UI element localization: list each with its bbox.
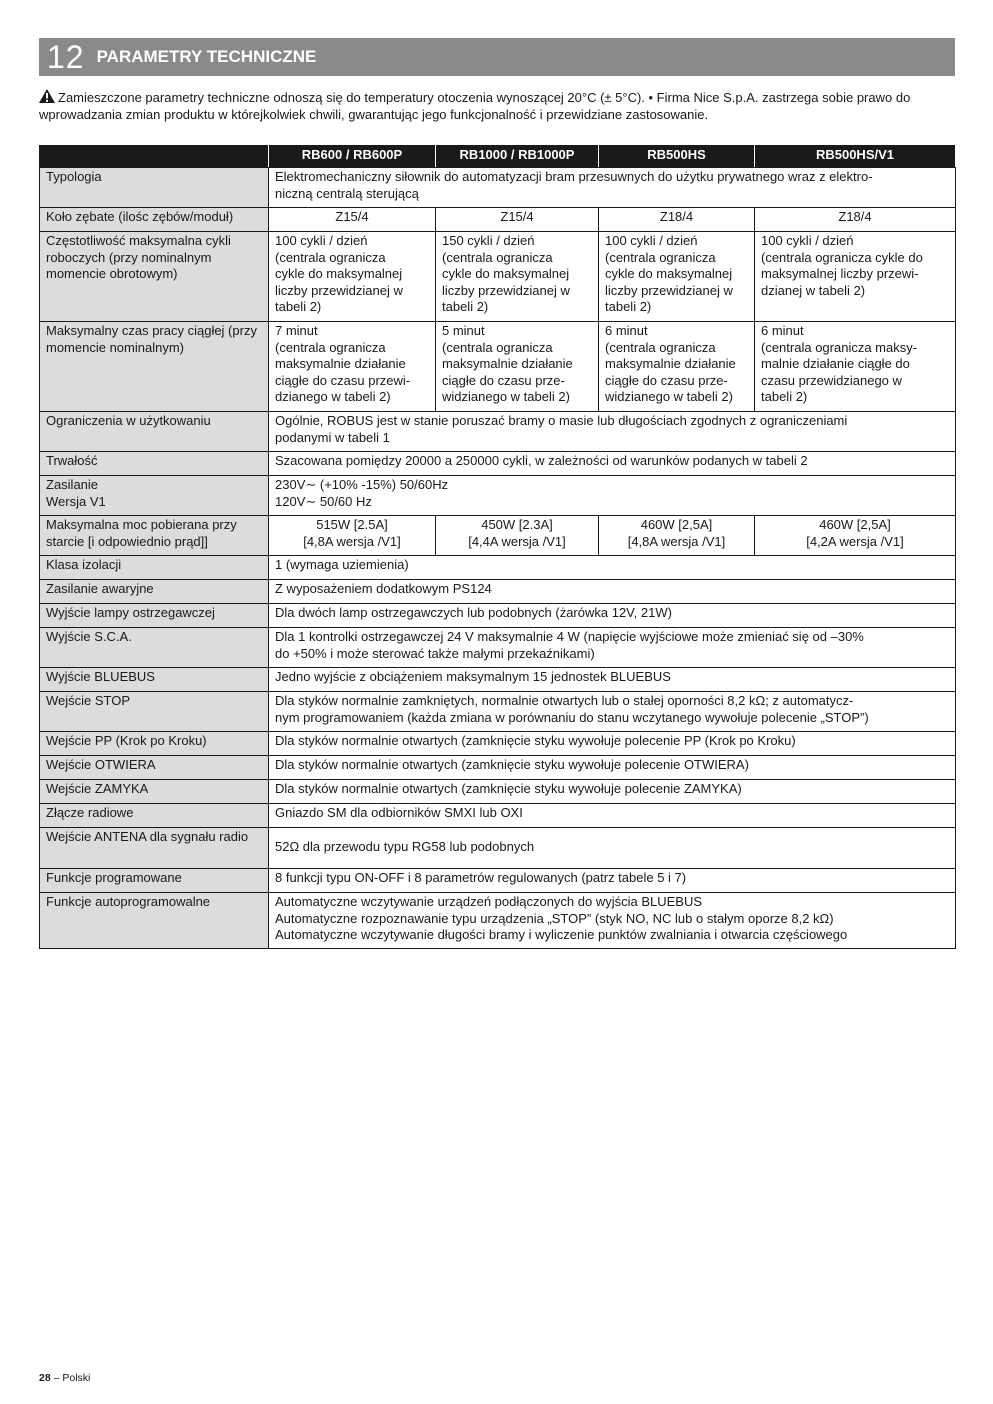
footer-language: Polski (62, 1372, 91, 1384)
row-value: 100 cykli / dzień (centrala ogranicza cykle do maksymalnej liczby przewidzianej w tabeli 2) (269, 232, 436, 322)
row-value: Jedno wyjście z obciążeniem maksymalnym 15 jednostek BLUEBUS (269, 668, 956, 692)
table-row (40, 208, 956, 232)
row-value: 52Ω dla przewodu typu RG58 lub podobnych (269, 828, 956, 869)
row-value: 150 cykli / dzień (centrala ogranicza cykle do maksymalnej liczby przewidzianej w tabeli 2) (436, 232, 599, 322)
row-label: Wejście STOP (40, 692, 269, 732)
row-label: Funkcje programowane (40, 869, 269, 893)
table-row (40, 604, 956, 628)
section-number: 12 (47, 39, 85, 75)
row-label: Wejście PP (Krok po Kroku) (40, 732, 269, 756)
row-label: Koło zębate (ilośc zębów/moduł) (40, 208, 269, 232)
row-value: 515W [2.5A] [4,8A wersja /V1] (269, 516, 436, 556)
row-value: Ogólnie, ROBUS jest w stanie poruszać bramy o masie lub długościach zgodnych z ograniczeniami podanymi w tabeli 1 (269, 412, 956, 452)
intro-note (39, 89, 955, 123)
row-value: Dla dwóch lamp ostrzegawczych lub podobnych (żarówka 12V, 21W) (269, 604, 956, 628)
row-value: 7 minut (centrala ogranicza maksymalnie działanie ciągłe do czasu przewi- dzianego w tabeli 2) (269, 322, 436, 412)
table-row (40, 668, 956, 692)
table-row (40, 452, 956, 476)
header-cell-rb500hs: RB500HS (599, 145, 755, 168)
page-number: 28 (39, 1372, 51, 1384)
table-row (40, 628, 956, 668)
table-row (40, 828, 956, 869)
table-row (40, 556, 956, 580)
table-row (40, 732, 956, 756)
row-label: Złącze radiowe (40, 804, 269, 828)
row-label: Maksymalna moc pobierana przy starcie [i odpowiednio prąd]] (40, 516, 269, 556)
row-label: Wyjście BLUEBUS (40, 668, 269, 692)
row-value: 460W [2,5A] [4,2A wersja /V1] (755, 516, 956, 556)
row-label: Zasilanie awaryjne (40, 580, 269, 604)
page-footer (39, 1372, 90, 1384)
row-value: Gniazdo SM dla odbiorników SMXI lub OXI (269, 804, 956, 828)
table-row (40, 893, 956, 949)
table-row (40, 516, 956, 556)
row-label: Wejście ZAMYKA (40, 780, 269, 804)
row-label: Typologia (40, 168, 269, 208)
row-value: 100 cykli / dzień (centrala ogranicza cykle do maksymalnej liczby przewidzianej w tabeli 2) (599, 232, 755, 322)
row-label: Wejście OTWIERA (40, 756, 269, 780)
row-value: Automatyczne wczytywanie urządzeń podłączonych do wyjścia BLUEBUS Automatyczne rozpoznawanie typu urządzenia „STOP” (styk NO, NC lub o stałym oporze 8,2 kΩ) Automatyczne wczytywanie długości bramy i wyliczenie punktów zwalniania i otwarcia częściowego (269, 893, 956, 949)
table-row (40, 869, 956, 893)
row-value: Elektromechaniczny siłownik do automatyzacji bram przesuwnych do użytku prywatnego wraz z elektro- niczną centralą sterującą (269, 168, 956, 208)
row-value: Dla styków normalnie otwartych (zamknięcie styku wywołuje polecenie ZAMYKA) (269, 780, 956, 804)
table-header-row (40, 145, 956, 168)
section-title: PARAMETRY TECHNICZNE (96, 47, 317, 66)
row-value: 5 minut (centrala ogranicza maksymalnie działanie ciągłe do czasu prze- widzianego w tabeli 2) (436, 322, 599, 412)
row-value: Z18/4 (755, 208, 956, 232)
table-row (40, 232, 956, 322)
row-value: 6 minut (centrala ogranicza maksymalnie działanie ciągłe do czasu prze- widzianego w tabeli 2) (599, 322, 755, 412)
technical-parameters-table (39, 144, 956, 949)
table-row (40, 322, 956, 412)
row-value: 6 minut (centrala ogranicza maksy- malnie działanie ciągłe do czasu przewidzianego w tabeli 2) (755, 322, 956, 412)
row-label: Ograniczenia w użytkowaniu (40, 412, 269, 452)
table-row (40, 780, 956, 804)
row-value: 450W [2.3A] [4,4A wersja /V1] (436, 516, 599, 556)
row-label: Maksymalny czas pracy ciągłej (przy momencie nominalnym) (40, 322, 269, 412)
table-row (40, 412, 956, 452)
row-value: Dla styków normalnie otwartych (zamknięcie styku wywołuje polecenie PP (Krok po Kroku) (269, 732, 956, 756)
row-value: 1 (wymaga uziemienia) (269, 556, 956, 580)
section-header (39, 38, 955, 76)
row-value: 100 cykli / dzień (centrala ogranicza cykle do maksymalnej liczby przewi- dzianej w tabeli 2) (755, 232, 956, 322)
table-row (40, 756, 956, 780)
row-label: Wyjście S.C.A. (40, 628, 269, 668)
row-label: Zasilanie Wersja V1 (40, 476, 269, 516)
row-value: Dla styków normalnie otwartych (zamknięcie styku wywołuje polecenie OTWIERA) (269, 756, 956, 780)
row-label: Funkcje autoprogramowalne (40, 893, 269, 949)
row-label: Częstotliwość maksymalna cykli roboczych (przy nominalnym momencie obrotowym) (40, 232, 269, 322)
row-value: 8 funkcji typu ON-OFF i 8 parametrów regulowanych (patrz tabele 5 i 7) (269, 869, 956, 893)
table-row (40, 580, 956, 604)
warning-triangle-icon (39, 89, 55, 103)
footer-separator: – (50, 1372, 63, 1384)
row-value: 230V∼ (+10% -15%) 50/60Hz 120V∼ 50/60 Hz (269, 476, 956, 516)
intro-text: Zamieszczone parametry techniczne odnoszą się do temperatury otoczenia wynoszącej 20°C (± 5°C). • Firma Nice S.p.A. zastrzega sobie prawo do wprowadzania zmian produktu w którejkolwiek chwili, gwarantując jego funkcjonalność i przewidziane zastosowanie. (39, 90, 911, 122)
row-value: Z15/4 (269, 208, 436, 232)
row-value: 460W [2,5A] [4,8A wersja /V1] (599, 516, 755, 556)
row-value: Szacowana pomiędzy 20000 a 250000 cykli, w zależności od warunków podanych w tabeli 2 (269, 452, 956, 476)
row-value: Z15/4 (436, 208, 599, 232)
row-label: Trwałość (40, 452, 269, 476)
row-value: Dla styków normalnie zamkniętych, normalnie otwartych lub o stałej oporności 8,2 kΩ; z automatycz- nym programowaniem (każda zmiana w porównaniu do stanu wczytanego wywołuje polecenie „STOP”) (269, 692, 956, 732)
row-value: Z18/4 (599, 208, 755, 232)
table-row (40, 692, 956, 732)
header-cell-rb600: RB600 / RB600P (269, 145, 436, 168)
row-value: Z wyposażeniem dodatkowym PS124 (269, 580, 956, 604)
header-cell-empty (40, 145, 269, 168)
header-cell-rb1000: RB1000 / RB1000P (436, 145, 599, 168)
table-row (40, 168, 956, 208)
header-cell-rb500hs-v1: RB500HS/V1 (755, 145, 956, 168)
row-label: Klasa izolacji (40, 556, 269, 580)
row-label: Wejście ANTENA dla sygnału radio (40, 828, 269, 869)
row-value: Dla 1 kontrolki ostrzegawczej 24 V maksymalnie 4 W (napięcie wyjściowe może zmieniać się od –30% do +50% i może sterować także małymi przekaźnikami) (269, 628, 956, 668)
row-label: Wyjście lampy ostrzegawczej (40, 604, 269, 628)
table-row (40, 804, 956, 828)
table-row (40, 476, 956, 516)
